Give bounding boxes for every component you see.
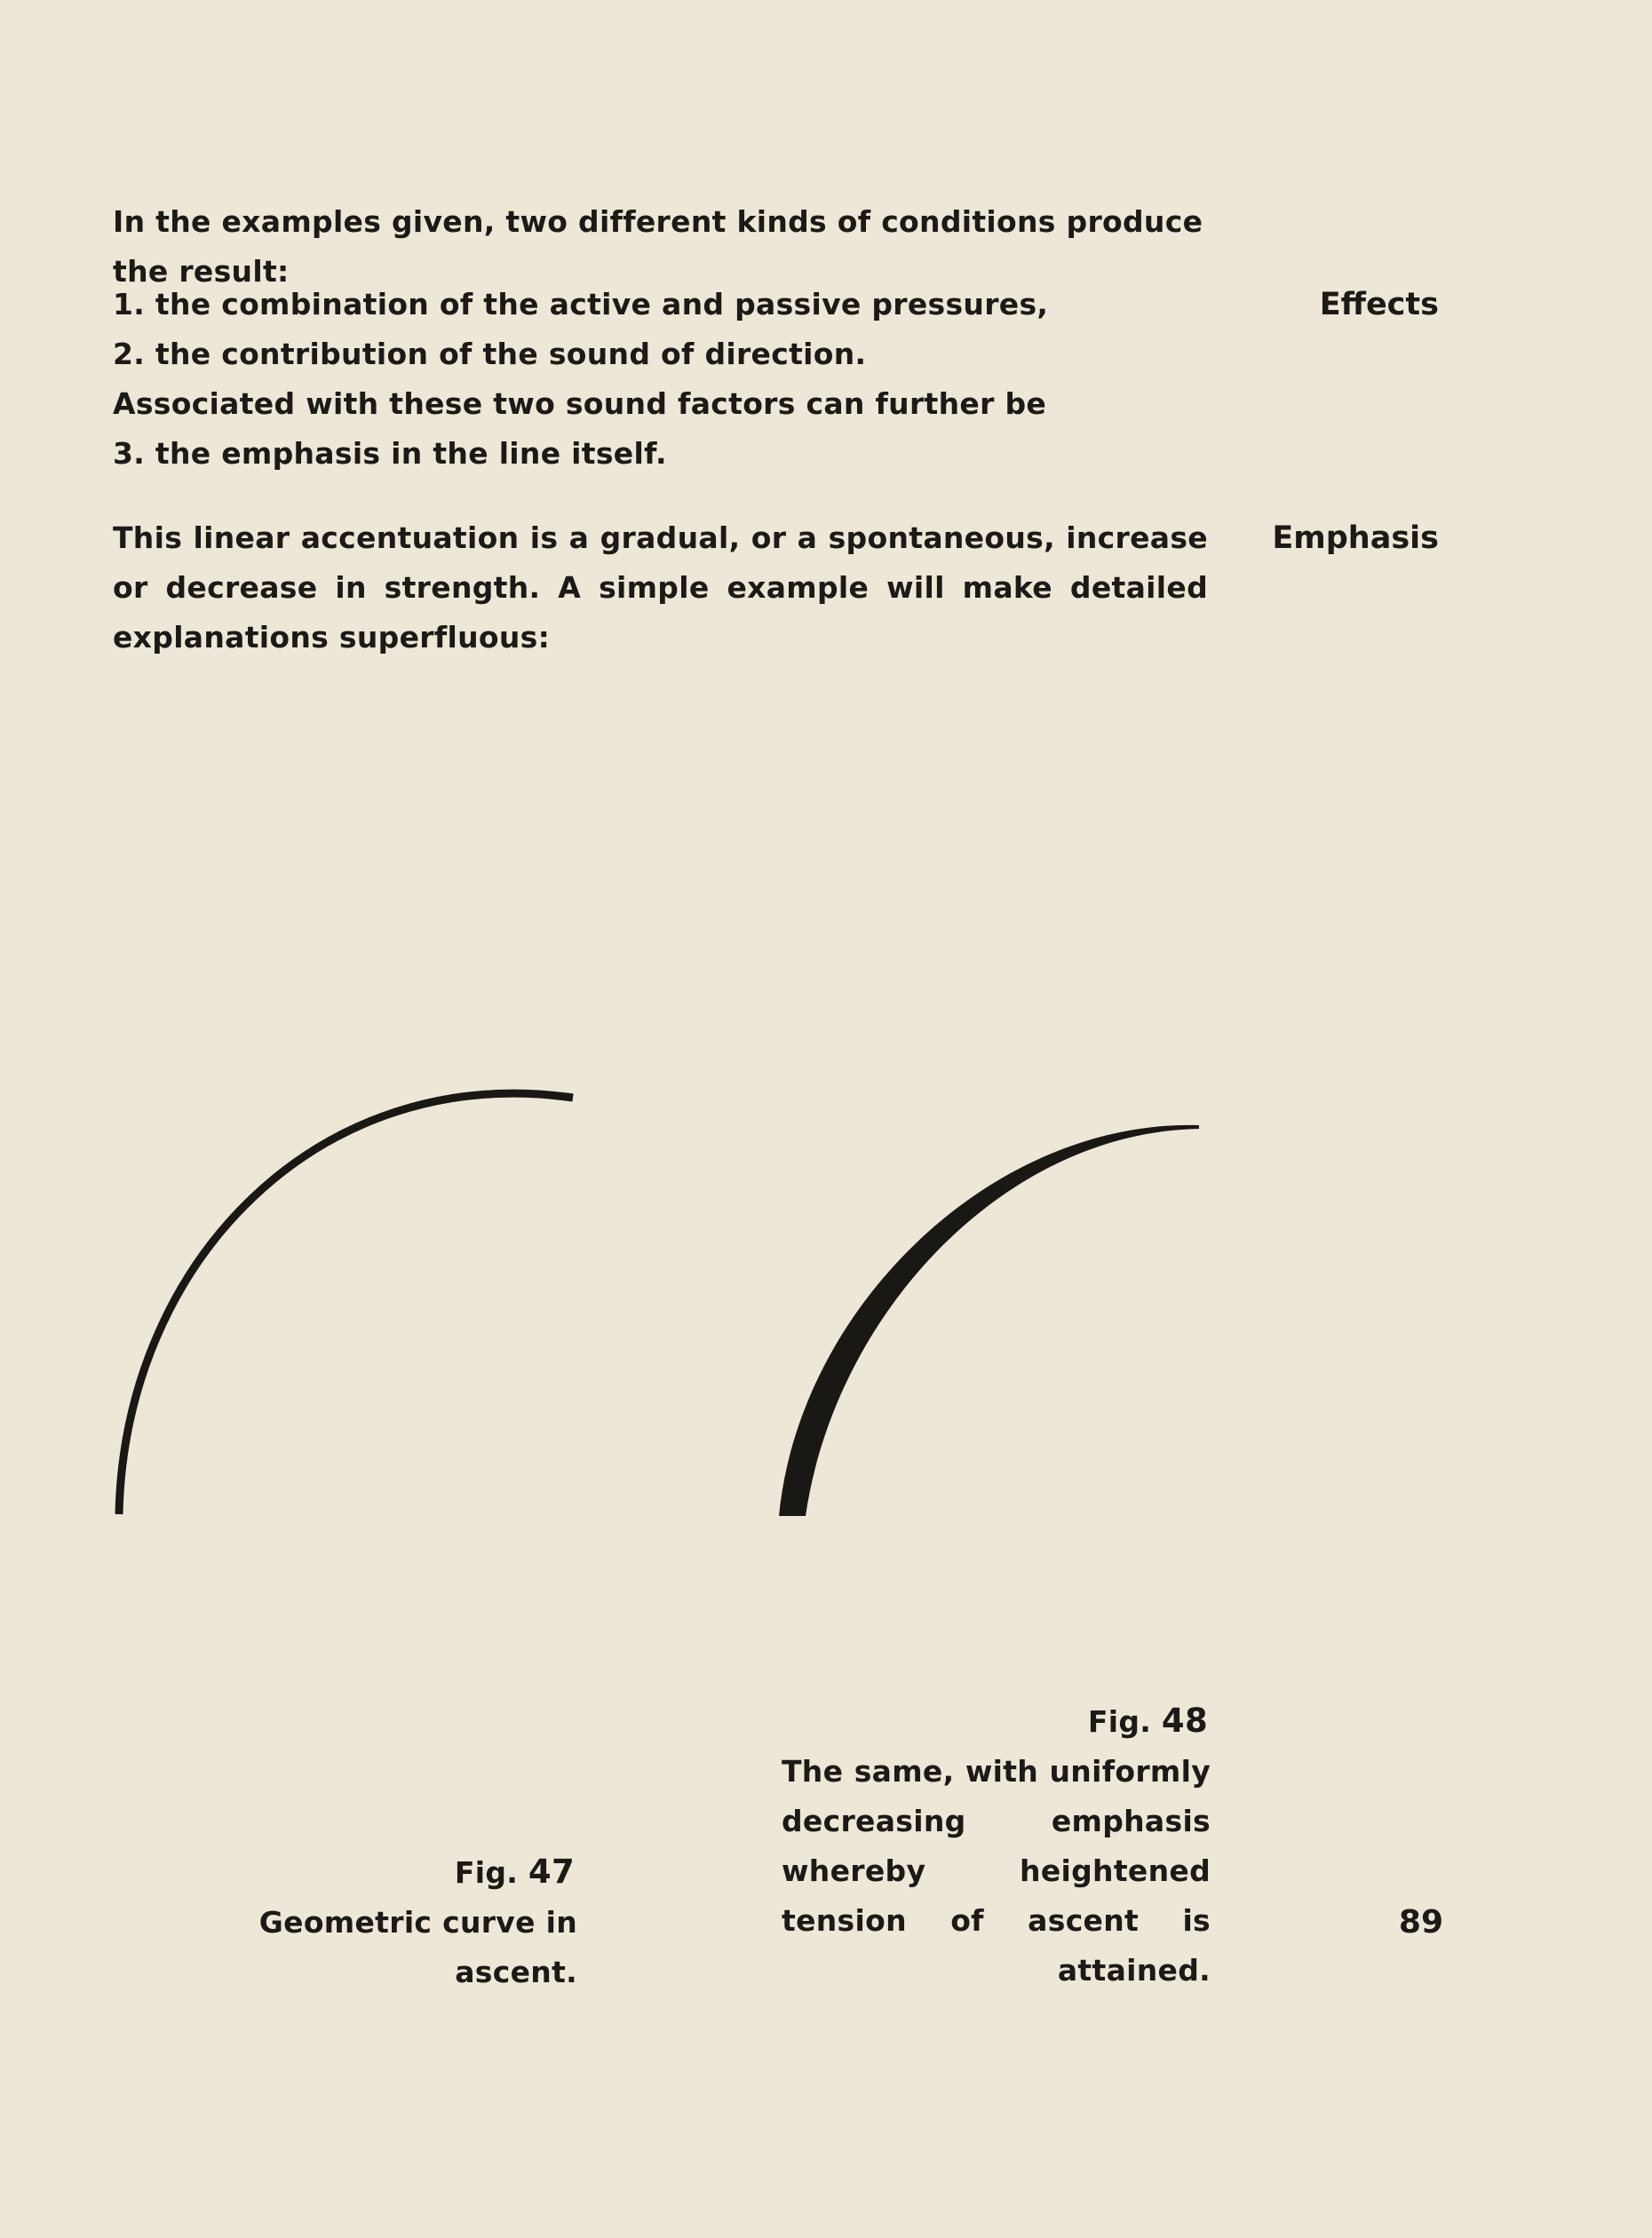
list-item: 3. the emphasis in the line itself. — [113, 436, 667, 471]
margin-note-effects: Effects — [1319, 287, 1439, 322]
emphasis-paragraph: This linear accentuation is a gradual, or a spontaneous, increase or decrease in strength. A simple example will make detailed explanations superfluous: — [113, 520, 1208, 655]
list-item: 2. the contribution of the sound of direction. — [113, 337, 867, 371]
fig48-label — [782, 1696, 1208, 1747]
fig47-number: 47 — [528, 1853, 575, 1891]
numbered-list — [113, 280, 1208, 479]
page-number: 89 — [1398, 1904, 1443, 1940]
intro-text: In the examples given, two different kinds of conditions produce the result: — [113, 204, 1203, 289]
fig47-label — [178, 1847, 575, 1898]
fig48-label-prefix: Fig. — [1087, 1704, 1152, 1739]
fig48-caption: The same, with uniformly decreasing emphasis whereby heightened tension of ascent is attained. — [782, 1754, 1211, 1988]
list-item: 1. the combination of the active and passive pressures, — [113, 287, 1049, 321]
fig48-tapering-curve — [779, 1125, 1199, 1516]
fig47-caption: Geometric curve in ascent. — [258, 1905, 577, 1989]
fig47-label-prefix: Fig. — [454, 1855, 519, 1890]
fig48-number: 48 — [1161, 1702, 1208, 1740]
list-item: Associated with these two sound factors can further be — [113, 386, 1047, 421]
fig47-geometric-curve — [119, 1093, 573, 1514]
margin-note-emphasis: Emphasis — [1272, 520, 1439, 556]
